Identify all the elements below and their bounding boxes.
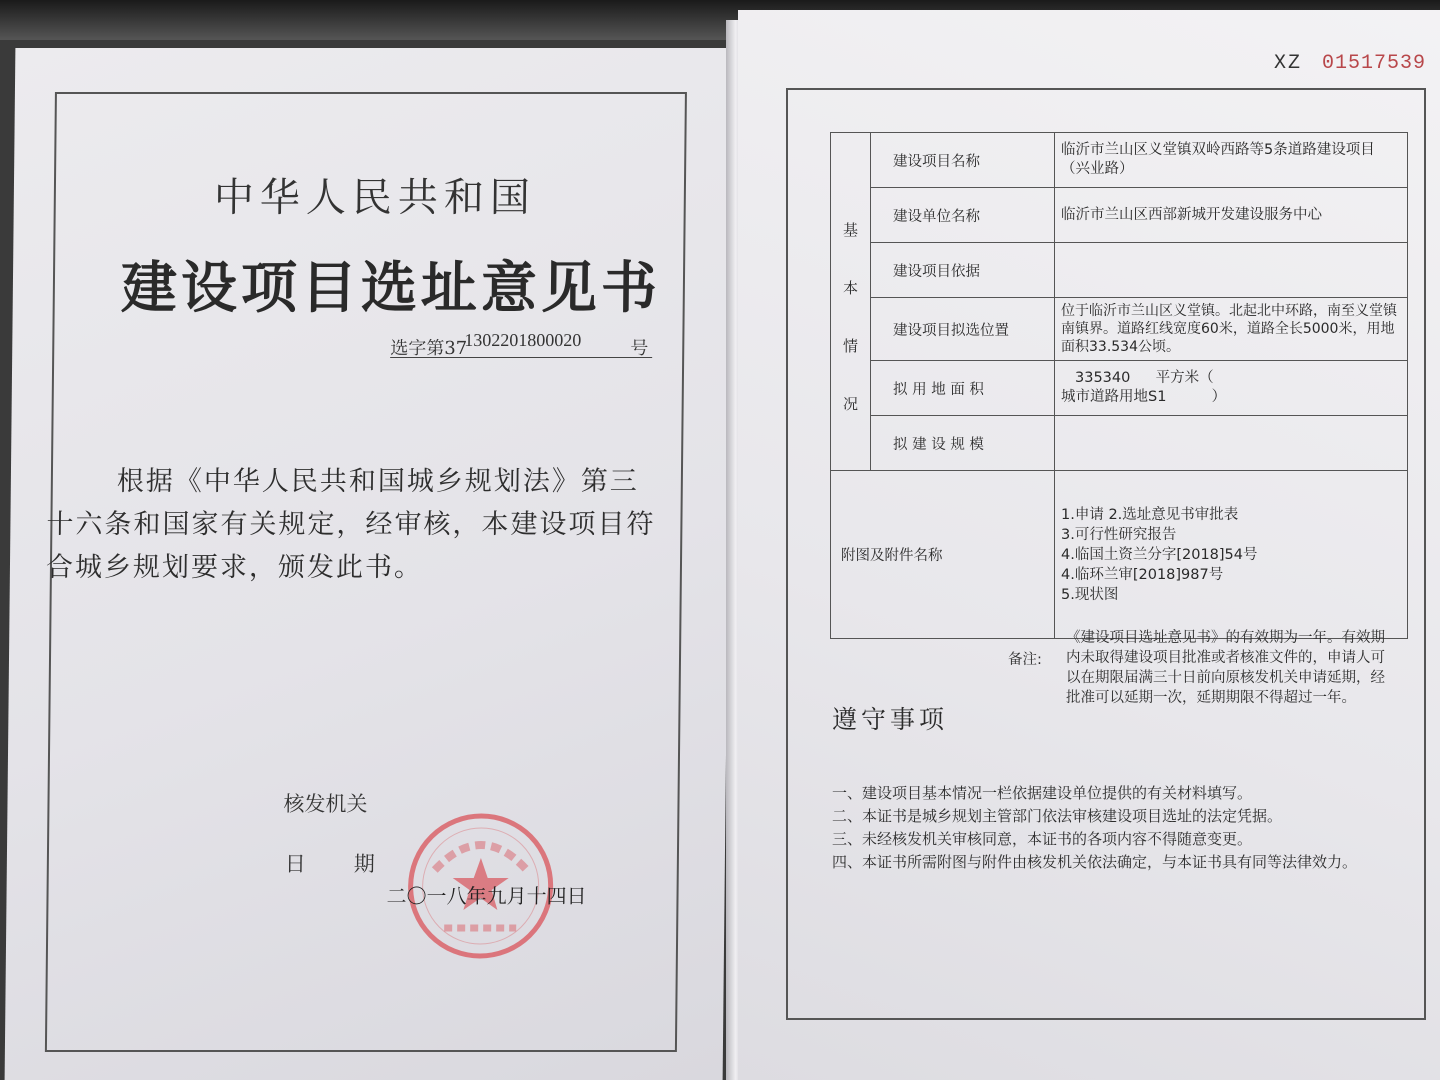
remarks-text: 《建设项目选址意见书》的有效期为一年。有效期内未取得建设项目批准或者核准文件的，申请人可以在期限届满三十日前向原核发机关申请延期，经批准可以延期一次，延期期限不得超过一年。 — [1066, 630, 1385, 706]
number-suffix: 号 — [630, 338, 649, 359]
serial-value: 01517539 — [1322, 52, 1427, 75]
side-char: 基 — [842, 220, 858, 239]
row-label: 拟 用 地 面 积 — [871, 361, 1055, 416]
unit-name-value: 临沂市兰山区西部新城开发建设服务中心 — [1055, 188, 1408, 243]
section-side-label — [831, 133, 871, 471]
list-item: 三、未经核发机关审核同意，本证书的各项内容不得随意变更。 — [832, 830, 1253, 848]
attachments-label: 附图及附件名称 — [831, 471, 1055, 639]
area-number: 335340 — [1075, 370, 1131, 386]
project-info-table — [830, 132, 1408, 639]
basis-value — [1055, 243, 1408, 298]
table-row — [831, 298, 1408, 361]
scale-value — [1055, 416, 1408, 471]
serial-prefix: XZ — [1274, 52, 1303, 75]
list-item: 3.可行性研究报告 — [1061, 526, 1177, 543]
document-number — [390, 330, 652, 358]
location-value: 位于临沂市兰山区义堂镇。北起北中环路，南至义堂镇南镇界。道路红线宽度60米，道路全长5000米，用地面积33.534公顷。 — [1055, 298, 1408, 361]
left-page — [5, 48, 734, 1080]
land-area-value — [1055, 361, 1408, 416]
land-type: 城市道路用地S1 — [1061, 389, 1167, 405]
attachments-list — [1055, 471, 1408, 639]
list-item: 一、建设项目基本情况一栏依据建设单位提供的有关材料填写。 — [832, 784, 1253, 802]
land-close: ） — [1211, 389, 1227, 405]
table-row — [831, 243, 1408, 298]
table-row — [831, 471, 1408, 639]
list-item: 四、本证书所需附图与附件由核发机关依法确定，与本证书具有同等法律效力。 — [832, 853, 1358, 871]
project-name-value: 临沂市兰山区义堂镇双岭西路等5条道路建设项目（兴业路） — [1055, 133, 1408, 188]
document-title: 建设项目选址意见书 — [120, 255, 662, 321]
remarks-label: 备注: — [1008, 652, 1042, 668]
side-char: 本 — [842, 278, 858, 297]
row-label: 建设单位名称 — [871, 188, 1055, 243]
date-label: 日期 — [284, 852, 423, 876]
number-value: 1302201800020 — [464, 330, 582, 350]
issue-date: 二〇一八年九月十四日 — [386, 884, 587, 908]
observe-title: 遵守事项 — [832, 705, 949, 734]
list-item: 二、本证书是城乡规划主管部门依法审核建设项目选址的法定凭据。 — [832, 807, 1283, 825]
side-char: 情 — [842, 336, 858, 355]
side-char: 况 — [842, 394, 858, 413]
list-item: 5.现状图 — [1061, 586, 1119, 603]
serial-number — [1274, 52, 1426, 75]
table-row — [831, 361, 1408, 416]
list-item: 4.临国土资兰分字[2018]54号 — [1061, 546, 1258, 563]
area-unit: 平方米（ — [1155, 370, 1214, 386]
certificate-body: 根据《中华人民共和国城乡规划法》第三十六条和国家有关规定，经审核，本建设项目符合城乡规划要求，颁发此书。 — [45, 466, 656, 583]
country-name: 中华人民共和国 — [213, 175, 537, 221]
list-item: 1.申请 2.选址意见书审批表 — [1061, 506, 1239, 523]
number-prefix: 选字第37 — [390, 338, 468, 359]
issuer-label: 核发机关 — [283, 792, 368, 816]
table-row — [831, 188, 1408, 243]
row-label: 拟 建 设 规 模 — [871, 416, 1055, 471]
rules-list — [832, 782, 1422, 874]
row-label: 建设项目拟选位置 — [871, 298, 1055, 361]
table-row — [831, 133, 1408, 188]
table-row — [831, 416, 1408, 471]
row-label: 建设项目名称 — [871, 133, 1055, 188]
right-page — [738, 10, 1440, 1080]
list-item: 4.临环兰审[2018]987号 — [1061, 566, 1224, 583]
row-label: 建设项目依据 — [871, 243, 1055, 298]
